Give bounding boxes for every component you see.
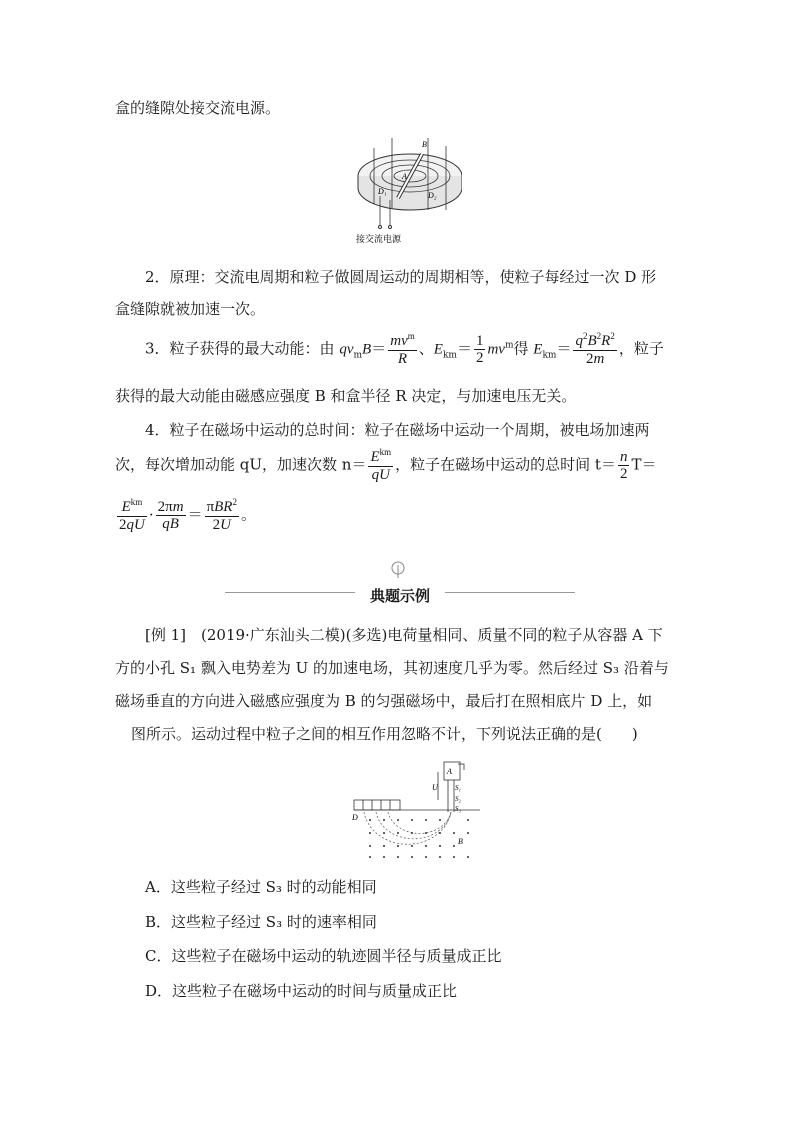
cyclotron-figure xyxy=(350,138,462,248)
example-line: 图所示。运动过程中粒子之间的相互作用忽略不计，下列说法正确的是( ) xyxy=(131,725,638,743)
label-d: D xyxy=(352,813,358,822)
text: 次，每次增加动能 qU，加速次数 n＝ xyxy=(115,455,367,474)
text: T＝ xyxy=(631,455,657,474)
option-d[interactable]: D．这些粒子在磁场中运动的时间与质量成正比 xyxy=(145,982,458,1000)
field-label-b: B xyxy=(422,140,427,149)
text-line: 2．原理：交流电周期和粒子做圆周运动的周期相等，使粒子每经过一次 D 形 xyxy=(145,268,657,286)
text-line: 获得的最大动能由磁感应强度 B 和盒半径 R 决定，与加速电压无关。 xyxy=(115,387,577,405)
label-s2: S₂ xyxy=(455,795,461,803)
label-u: U xyxy=(432,783,438,792)
formula-line: $\frac{E^{km}}{2qU}$ · $\frac{2\pi m}{qB}$ ＝ $\frac{\pi BR^2}{2U}$ 。 xyxy=(119,497,256,533)
example-line: 方的小孔 S₁ 飘入电势差为 U 的加速电场，其初速度几乎为零。然后经过 S₃ 沿着与 xyxy=(115,659,669,677)
label-b: B xyxy=(458,837,463,846)
text: 3．粒子获得的最大动能：由 xyxy=(145,339,340,358)
text: ，粒子 xyxy=(618,339,664,358)
label-d2: D₂ xyxy=(428,191,437,200)
label-a: A xyxy=(447,767,452,776)
label-s3: S₃ xyxy=(455,805,461,813)
option-a[interactable]: A．这些粒子经过 S₃ 时的动能相同 xyxy=(145,878,377,896)
section-divider xyxy=(225,585,575,605)
text-line: 盒缝隙就被加速一次。 xyxy=(115,300,266,318)
text: 、 xyxy=(418,339,434,358)
mass-spectrometer-figure xyxy=(350,760,485,860)
formula-line: 3．粒子获得的最大动能：由 $qv_mB=$ $\frac{mv^m}{R}$ 、$E_{km}=$ $\frac{1}{2}$ $mv^m$得 $E_{km}=$ $\frac{q^2B^2R^2}{2m}$ ，粒子 xyxy=(145,331,664,367)
example-line: [例 1] (2019·广东汕头二模)(多选)电荷量相同、质量不同的粒子从容器 A 下 xyxy=(145,626,663,644)
label-d1: D₁ xyxy=(378,187,387,196)
option-b[interactable]: B．这些粒子经过 S₃ 时的速率相同 xyxy=(145,913,377,931)
text: ，粒子在磁场中运动的总时间 t＝ xyxy=(395,455,616,474)
label-s1: S₁ xyxy=(455,784,461,792)
text-line: 盒的缝隙处接交流电源。 xyxy=(115,99,281,117)
option-c[interactable]: C．这些粒子在磁场中运动的轨迹圆半径与质量成正比 xyxy=(145,947,502,965)
section-title: 典题示例 xyxy=(369,587,430,605)
label-a: A xyxy=(402,172,407,181)
pin-icon xyxy=(390,561,406,579)
text-line: 4．粒子在磁场中运动的总时间：粒子在磁场中运动一个周期，被电场加速两 xyxy=(145,421,650,439)
formula-line: 次，每次增加动能 qU，加速次数 n＝ $\frac{E^{km}}{qU}$ ，粒子在磁场中运动的总时间 t＝ $\frac{n}{2}$ T＝ xyxy=(115,447,657,483)
text: 。 xyxy=(240,505,256,524)
figure-caption: 接交流电源 xyxy=(356,235,402,245)
text: 得 xyxy=(513,339,534,358)
example-line: 磁场垂直的方向进入磁感应强度为 B 的匀强磁场中，最后打在照相底片 D 上，如 xyxy=(115,692,653,710)
